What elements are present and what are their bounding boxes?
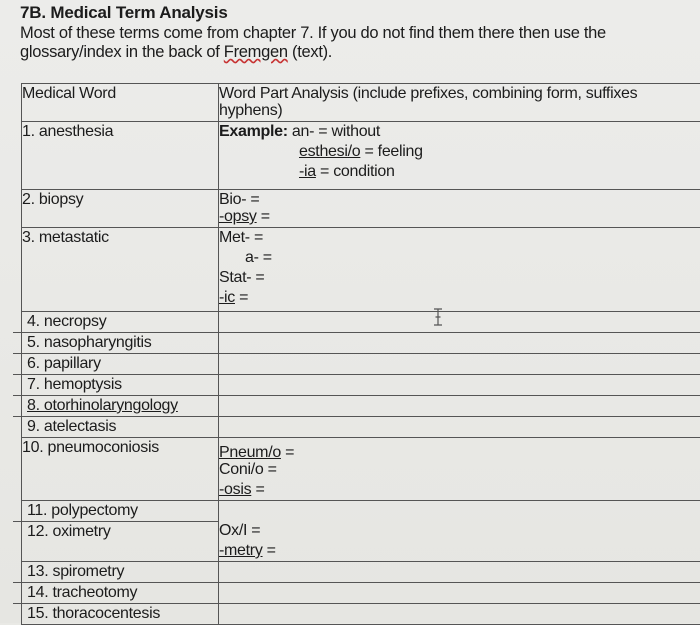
analysis-cell-oximetry[interactable] [219, 501, 700, 562]
page-title: 7B. Medical Term Analysis [20, 3, 228, 23]
book-title: Fremgen [224, 43, 288, 61]
biopsy-part-bio: Bio- = [219, 190, 700, 210]
term-anesthesia: 1. anesthesia [22, 122, 218, 142]
medical-term-table [21, 83, 700, 625]
metastatic-part-ic: -ic [219, 289, 235, 306]
term-otorhinolaryngology: 8. otorhinolaryngology [13, 396, 218, 417]
analysis-cell-anesthesia[interactable] [219, 122, 700, 190]
metastatic-part-stat: Stat- = [219, 268, 700, 288]
table-row [22, 228, 700, 312]
biopsy-part-opsy: -opsy [219, 208, 257, 225]
analysis-cell-metastatic[interactable] [219, 228, 700, 312]
term-biopsy: 2. biopsy [22, 190, 218, 210]
oximetry-part-metry-eq: = [263, 542, 276, 559]
term-spirometry: 13. spirometry [13, 562, 218, 583]
table-row [22, 122, 700, 190]
example-combining-meaning: = feeling [360, 143, 422, 160]
analysis-cell-group-4-9[interactable] [219, 312, 700, 438]
example-suffix: -ia [299, 163, 316, 180]
pneumo-part-pneumo: Pneum/o [219, 444, 281, 461]
term-cell-metastatic [22, 228, 219, 312]
pneumo-part-osis: -osis [219, 481, 251, 498]
instructions-text-1: Most of these terms come from chapter 7. If you do not find them there then use the glossary/index in the back of [20, 24, 606, 61]
term-cell-biopsy [22, 190, 219, 228]
header-row [22, 84, 700, 122]
biopsy-part-opsy-eq: = [257, 208, 270, 225]
term-metastatic: 3. metastatic [22, 228, 218, 248]
table-row [22, 312, 700, 438]
term-cell-anesthesia [22, 122, 219, 190]
term-cell-group-13-15 [22, 562, 219, 625]
header-medical-word-label: Medical Word [22, 84, 218, 104]
oximetry-part-metry: -metry [219, 542, 263, 559]
term-atelectasis: 9. atelectasis [13, 417, 218, 437]
metastatic-part-met: Met- = [219, 228, 700, 248]
term-cell-pneumoconiosis [22, 438, 219, 501]
term-oximetry: 12. oximetry [13, 522, 218, 542]
table-row [22, 438, 700, 501]
analysis-cell-pneumoconiosis[interactable] [219, 438, 700, 501]
example-suffix-meaning: = condition [316, 163, 395, 180]
term-papillary: 6. papillary [13, 354, 218, 375]
example-label: Example: [219, 123, 288, 140]
analysis-cell-biopsy[interactable] [219, 190, 700, 228]
pneumo-part-conio: Coni/o = [219, 460, 700, 480]
header-medical-word [22, 84, 219, 122]
term-polypectomy: 11. polypectomy [13, 501, 218, 522]
term-hemoptysis: 7. hemoptysis [13, 375, 218, 396]
header-analysis-line2: hyphens) [219, 101, 700, 121]
term-tracheotomy: 14. tracheotomy [13, 583, 218, 604]
header-analysis-line1: Word Part Analysis (include prefixes, combining form, suffixes [219, 84, 700, 104]
pneumo-part-pneumo-eq: = [281, 444, 294, 461]
term-thoracocentesis: 15. thoracocentesis [13, 604, 218, 624]
instructions [20, 24, 700, 62]
table-row [22, 190, 700, 228]
instructions-text-2: (text). [288, 43, 332, 61]
analysis-cell-group-13-15[interactable] [219, 562, 700, 625]
term-necropsy: 4. necropsy [13, 312, 218, 333]
oximetry-part-ox: Ox/I = [219, 521, 700, 541]
term-cell-group-4-9 [22, 312, 219, 438]
term-pneumoconiosis: 10. pneumoconiosis [22, 438, 218, 458]
metastatic-part-a: a- = [219, 248, 700, 268]
table-row [22, 501, 700, 562]
text-cursor-icon [432, 308, 444, 326]
metastatic-part-ic-eq: = [235, 289, 248, 306]
term-cell-group-11-12 [22, 501, 219, 562]
table-row [22, 562, 700, 625]
example-combining-form: esthesi/o [299, 143, 360, 160]
example-prefix: an- = without [288, 123, 380, 140]
pneumo-part-osis-eq: = [251, 481, 264, 498]
header-word-part-analysis [219, 84, 700, 122]
term-nasopharyngitis: 5. nasopharyngitis [13, 333, 218, 354]
